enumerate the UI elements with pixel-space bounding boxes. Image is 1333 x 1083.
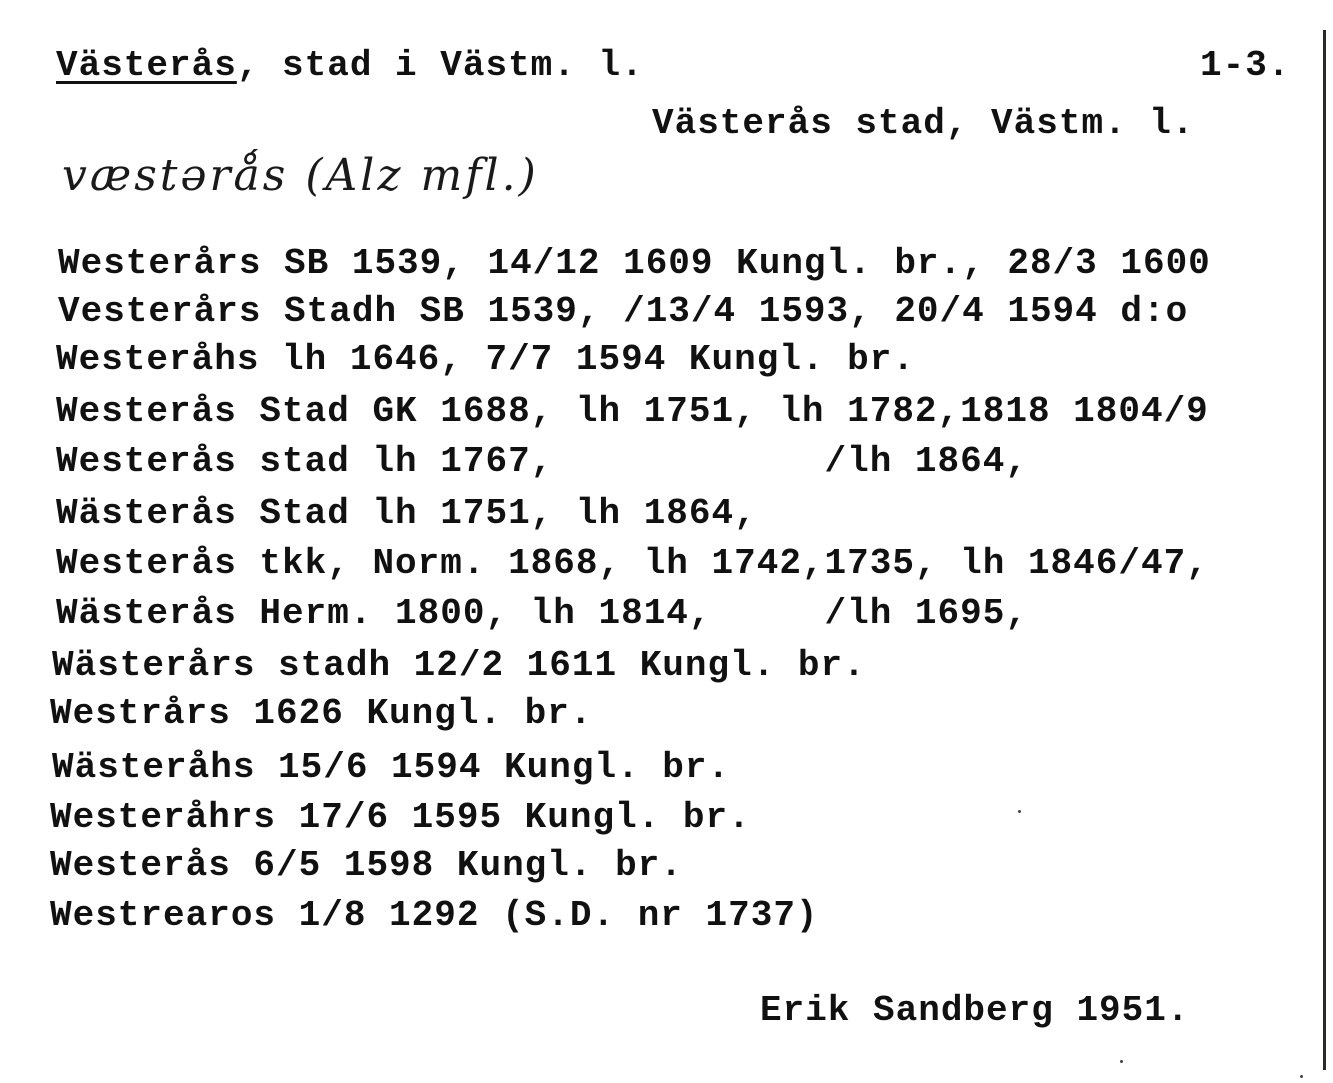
- speck: [1120, 1060, 1123, 1063]
- signature: Erik Sandberg 1951.: [760, 990, 1190, 1031]
- card-subtitle: Västerås stad, Västm. l.: [652, 103, 1195, 144]
- handwritten-pronunciation: væstərǻs (Alz mfl.): [62, 150, 539, 201]
- entry-line: Wästeråhs 15/6 1594 Kungl. br.: [52, 747, 731, 788]
- entry-line: Westrårs 1626 Kungl. br.: [50, 693, 593, 734]
- entry-line: Westerås tkk, Norm. 1868, lh 1742,1735, lh 1846/47,: [56, 543, 1209, 584]
- entry-line: Westeråhs lh 1646, 7/7 1594 Kungl. br.: [56, 339, 915, 380]
- entry-line: Wästerås Stad lh 1751, lh 1864,: [56, 493, 757, 534]
- entry-line: Westerås 6/5 1598 Kungl. br.: [50, 845, 683, 886]
- entry-line: Westeråhrs 17/6 1595 Kungl. br.: [50, 797, 751, 838]
- card-edge: [1323, 30, 1326, 1070]
- card-number: 1-3.: [1200, 45, 1291, 86]
- speck: [1018, 810, 1021, 813]
- card-title: [56, 46, 644, 86]
- title-word: Västerås: [56, 45, 237, 86]
- entry-line: Vesterårs Stadh SB 1539, /13/4 1593, 20/4 1594 d:o: [58, 291, 1189, 332]
- speck: [1300, 1075, 1303, 1078]
- entry-line: Westerås stad lh 1767, /lh 1864,: [56, 441, 1028, 482]
- entry-line: Wästerås Herm. 1800, lh 1814, /lh 1695,: [56, 593, 1028, 634]
- entry-line: Westrearos 1/8 1292 (S.D. nr 1737): [50, 895, 819, 936]
- entry-line: Westerårs SB 1539, 14/12 1609 Kungl. br., 28/3 1600: [58, 243, 1211, 284]
- entry-line: Westerås Stad GK 1688, lh 1751, lh 1782,1818 1804/9: [56, 391, 1209, 432]
- entry-line: Wästerårs stadh 12/2 1611 Kungl. br.: [52, 645, 866, 686]
- title-rest: , stad i Västm. l.: [236, 45, 644, 86]
